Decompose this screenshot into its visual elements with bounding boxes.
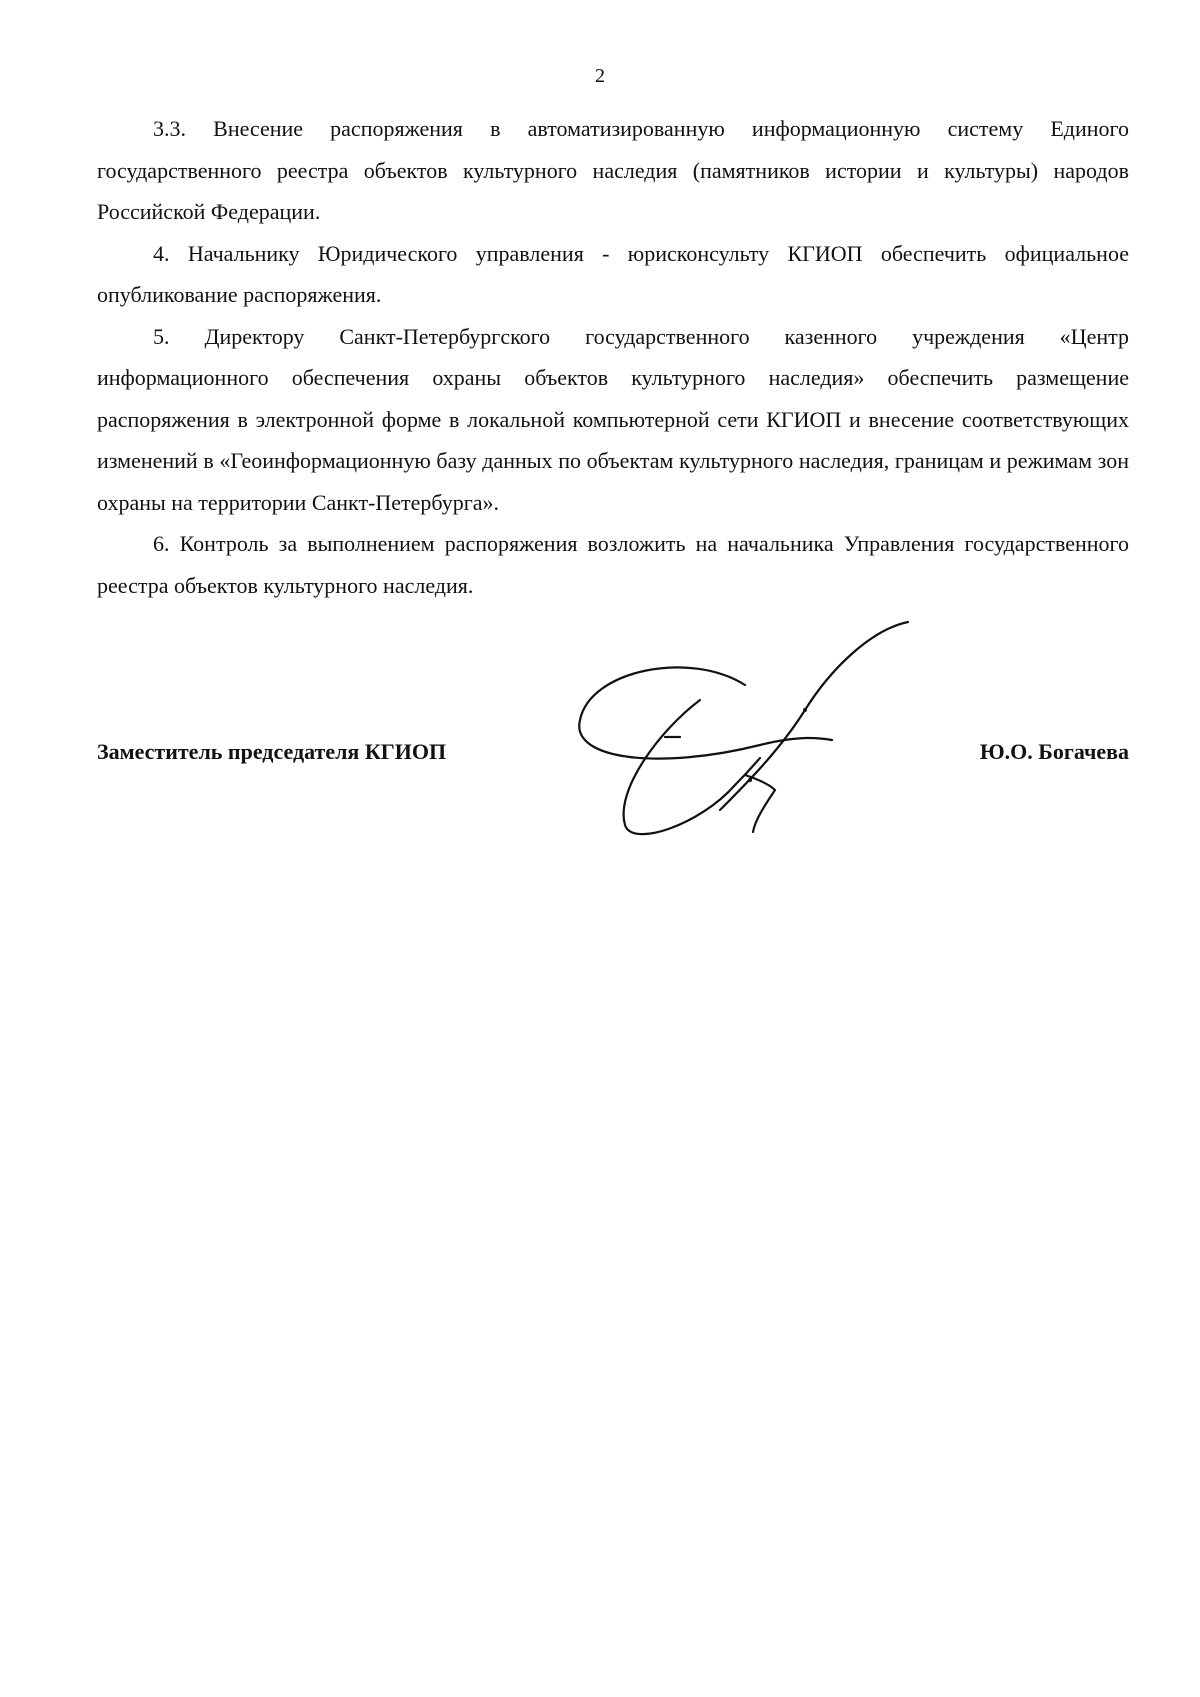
signer-title: Заместитель председателя КГИОП <box>97 739 447 764</box>
paragraph-4: 4. Начальнику Юридического управления - юрисконсульту КГИОП обеспечить официальное опубликование распоряжения. <box>97 240 1129 307</box>
signature-block <box>97 738 1129 778</box>
document-body <box>97 108 1129 606</box>
paragraph-6: 6. Контроль за выполнением распоряжения возложить на начальника Управления государственного реестра объектов культурного наследия. <box>97 531 1129 598</box>
paragraph-3-3: 3.3. Внесение распоряжения в автоматизированную информационную систему Единого государственного реестра объектов культурного наследия (памятников истории и культуры) народов Российской Федерации. <box>97 116 1129 224</box>
signer-name: Ю.О. Богачева <box>979 739 1129 764</box>
page-number: 2 <box>595 65 605 87</box>
paragraph-5: 5. Директору Санкт-Петербургского государственного казенного учреждения «Центр информационного обеспечения охраны объектов культурного наследия» обеспечить размещение распоряжения в электронной форме в локальной компьютерной сети КГИОП и внесение соответствующих изменений в «Геоинформационную базу данных по объектам культурного наследия, границам и режимам зон охраны на территории Санкт-Петербурга». <box>97 323 1129 515</box>
handwritten-signature <box>570 610 920 850</box>
